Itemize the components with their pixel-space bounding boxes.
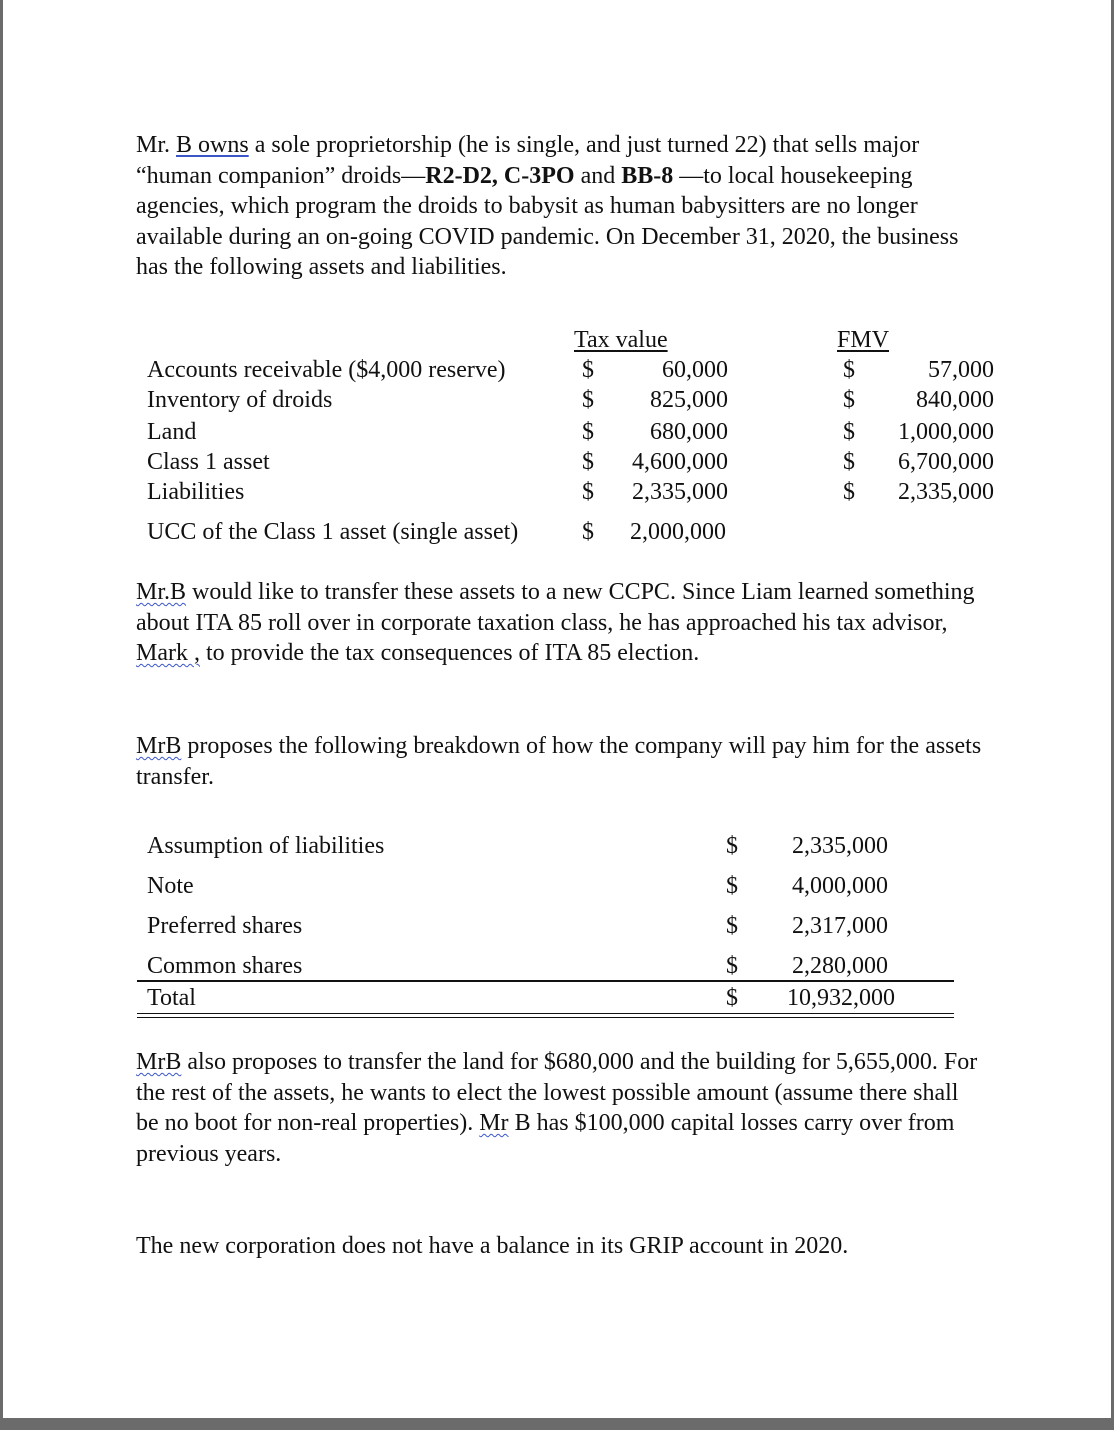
spell-flag-mrb: Mr.B bbox=[136, 579, 187, 605]
spell-flag-mrb: MrB bbox=[136, 1049, 182, 1075]
text: Mr. bbox=[136, 132, 177, 158]
proposal-paragraph bbox=[136, 731, 986, 792]
tax-value: 825,000 bbox=[650, 387, 728, 413]
currency-sign: $ bbox=[582, 519, 594, 545]
text: and bbox=[574, 162, 622, 189]
row-label: Assumption of liabilities bbox=[147, 833, 385, 859]
election-paragraph bbox=[136, 1047, 986, 1169]
currency-sign: $ bbox=[843, 387, 855, 413]
droid-name-bb8: BB-8 bbox=[621, 162, 674, 189]
row-label: Accounts receivable ($4,000 reserve) bbox=[147, 357, 506, 383]
currency-sign: $ bbox=[843, 479, 855, 505]
header-tax-value: Tax value bbox=[574, 327, 668, 353]
tax-value: 60,000 bbox=[662, 357, 728, 383]
fmv-value: 57,000 bbox=[928, 357, 994, 383]
currency-sign: $ bbox=[726, 913, 738, 939]
row-label: Note bbox=[147, 873, 194, 899]
window-border-bottom bbox=[0, 1418, 1114, 1430]
currency-sign: $ bbox=[843, 419, 855, 445]
row-label: Common shares bbox=[147, 953, 303, 979]
text: would like to transfer these assets to a new CCPC. Since Liam learned something about ITA 85 roll over in corporate taxation class, he has approached his tax advisor, bbox=[136, 579, 975, 636]
row-label: Liabilities bbox=[147, 479, 245, 505]
text: —to local housekeeping agencies, which program the droids to babysit as human babysitters are no longer available during an on-going COVID pandemic. On December 31, 2020, the business has the following assets and liabilities. bbox=[136, 162, 959, 280]
row-value: 2,335,000 bbox=[792, 833, 888, 859]
total-rule bbox=[137, 980, 954, 982]
tax-value: 680,000 bbox=[650, 419, 728, 445]
currency-sign: $ bbox=[582, 357, 594, 383]
text: a sole proprietorship (he is single, and just turned 22) that sells major “human companion” droids— bbox=[136, 132, 920, 189]
row-value: 2,280,000 bbox=[792, 953, 888, 979]
currency-sign: $ bbox=[582, 449, 594, 475]
text: proposes the following breakdown of how the company will pay him for the assets transfer. bbox=[136, 733, 982, 790]
spell-flag-mr: Mr bbox=[479, 1110, 509, 1136]
currency-sign: $ bbox=[582, 479, 594, 505]
currency-sign: $ bbox=[726, 873, 738, 899]
spell-flag-mark: Mark , bbox=[136, 640, 200, 666]
currency-sign: $ bbox=[726, 985, 738, 1011]
grip-paragraph: The new corporation does not have a balance in its GRIP account in 2020. bbox=[136, 1233, 849, 1259]
row-label: Land bbox=[147, 419, 197, 445]
spell-flag-owns: B owns bbox=[176, 132, 249, 158]
header-fmv: FMV bbox=[837, 327, 890, 353]
row-label: Inventory of droids bbox=[147, 387, 333, 413]
transfer-paragraph bbox=[136, 577, 986, 669]
ucc-value: 2,000,000 bbox=[630, 519, 726, 545]
droid-names: R2-D2, C-3PO bbox=[425, 162, 575, 189]
ucc-label: UCC of the Class 1 asset (single asset) bbox=[147, 519, 519, 545]
text: to provide the tax consequences of ITA 85 election. bbox=[199, 640, 700, 666]
currency-sign: $ bbox=[843, 449, 855, 475]
text: B has $100,000 capital losses carry over from previous years. bbox=[136, 1110, 955, 1167]
spell-flag-mrb: MrB bbox=[136, 733, 182, 759]
fmv-value: 2,335,000 bbox=[898, 479, 994, 505]
total-label: Total bbox=[147, 985, 196, 1011]
row-label: Preferred shares bbox=[147, 913, 303, 939]
fmv-value: 6,700,000 bbox=[898, 449, 994, 475]
row-label: Class 1 asset bbox=[147, 449, 270, 475]
row-value: 2,317,000 bbox=[792, 913, 888, 939]
fmv-value: 840,000 bbox=[916, 387, 994, 413]
currency-sign: $ bbox=[726, 833, 738, 859]
intro-paragraph bbox=[136, 130, 986, 283]
window-border-left bbox=[0, 0, 3, 1430]
double-rule-top bbox=[137, 1013, 954, 1014]
text: also proposes to transfer the land for $680,000 and the building for 5,655,000. For the rest of the assets, he wants to elect the lowest possible amount (assume there shall be no boot for non-real properties). bbox=[136, 1049, 978, 1136]
total-value: 10,932,000 bbox=[787, 985, 895, 1011]
double-rule-bottom bbox=[137, 1017, 954, 1018]
currency-sign: $ bbox=[582, 387, 594, 413]
currency-sign: $ bbox=[843, 357, 855, 383]
fmv-value: 1,000,000 bbox=[898, 419, 994, 445]
tax-value: 4,600,000 bbox=[632, 449, 728, 475]
tax-value: 2,335,000 bbox=[632, 479, 728, 505]
row-value: 4,000,000 bbox=[792, 873, 888, 899]
currency-sign: $ bbox=[726, 953, 738, 979]
currency-sign: $ bbox=[582, 419, 594, 445]
